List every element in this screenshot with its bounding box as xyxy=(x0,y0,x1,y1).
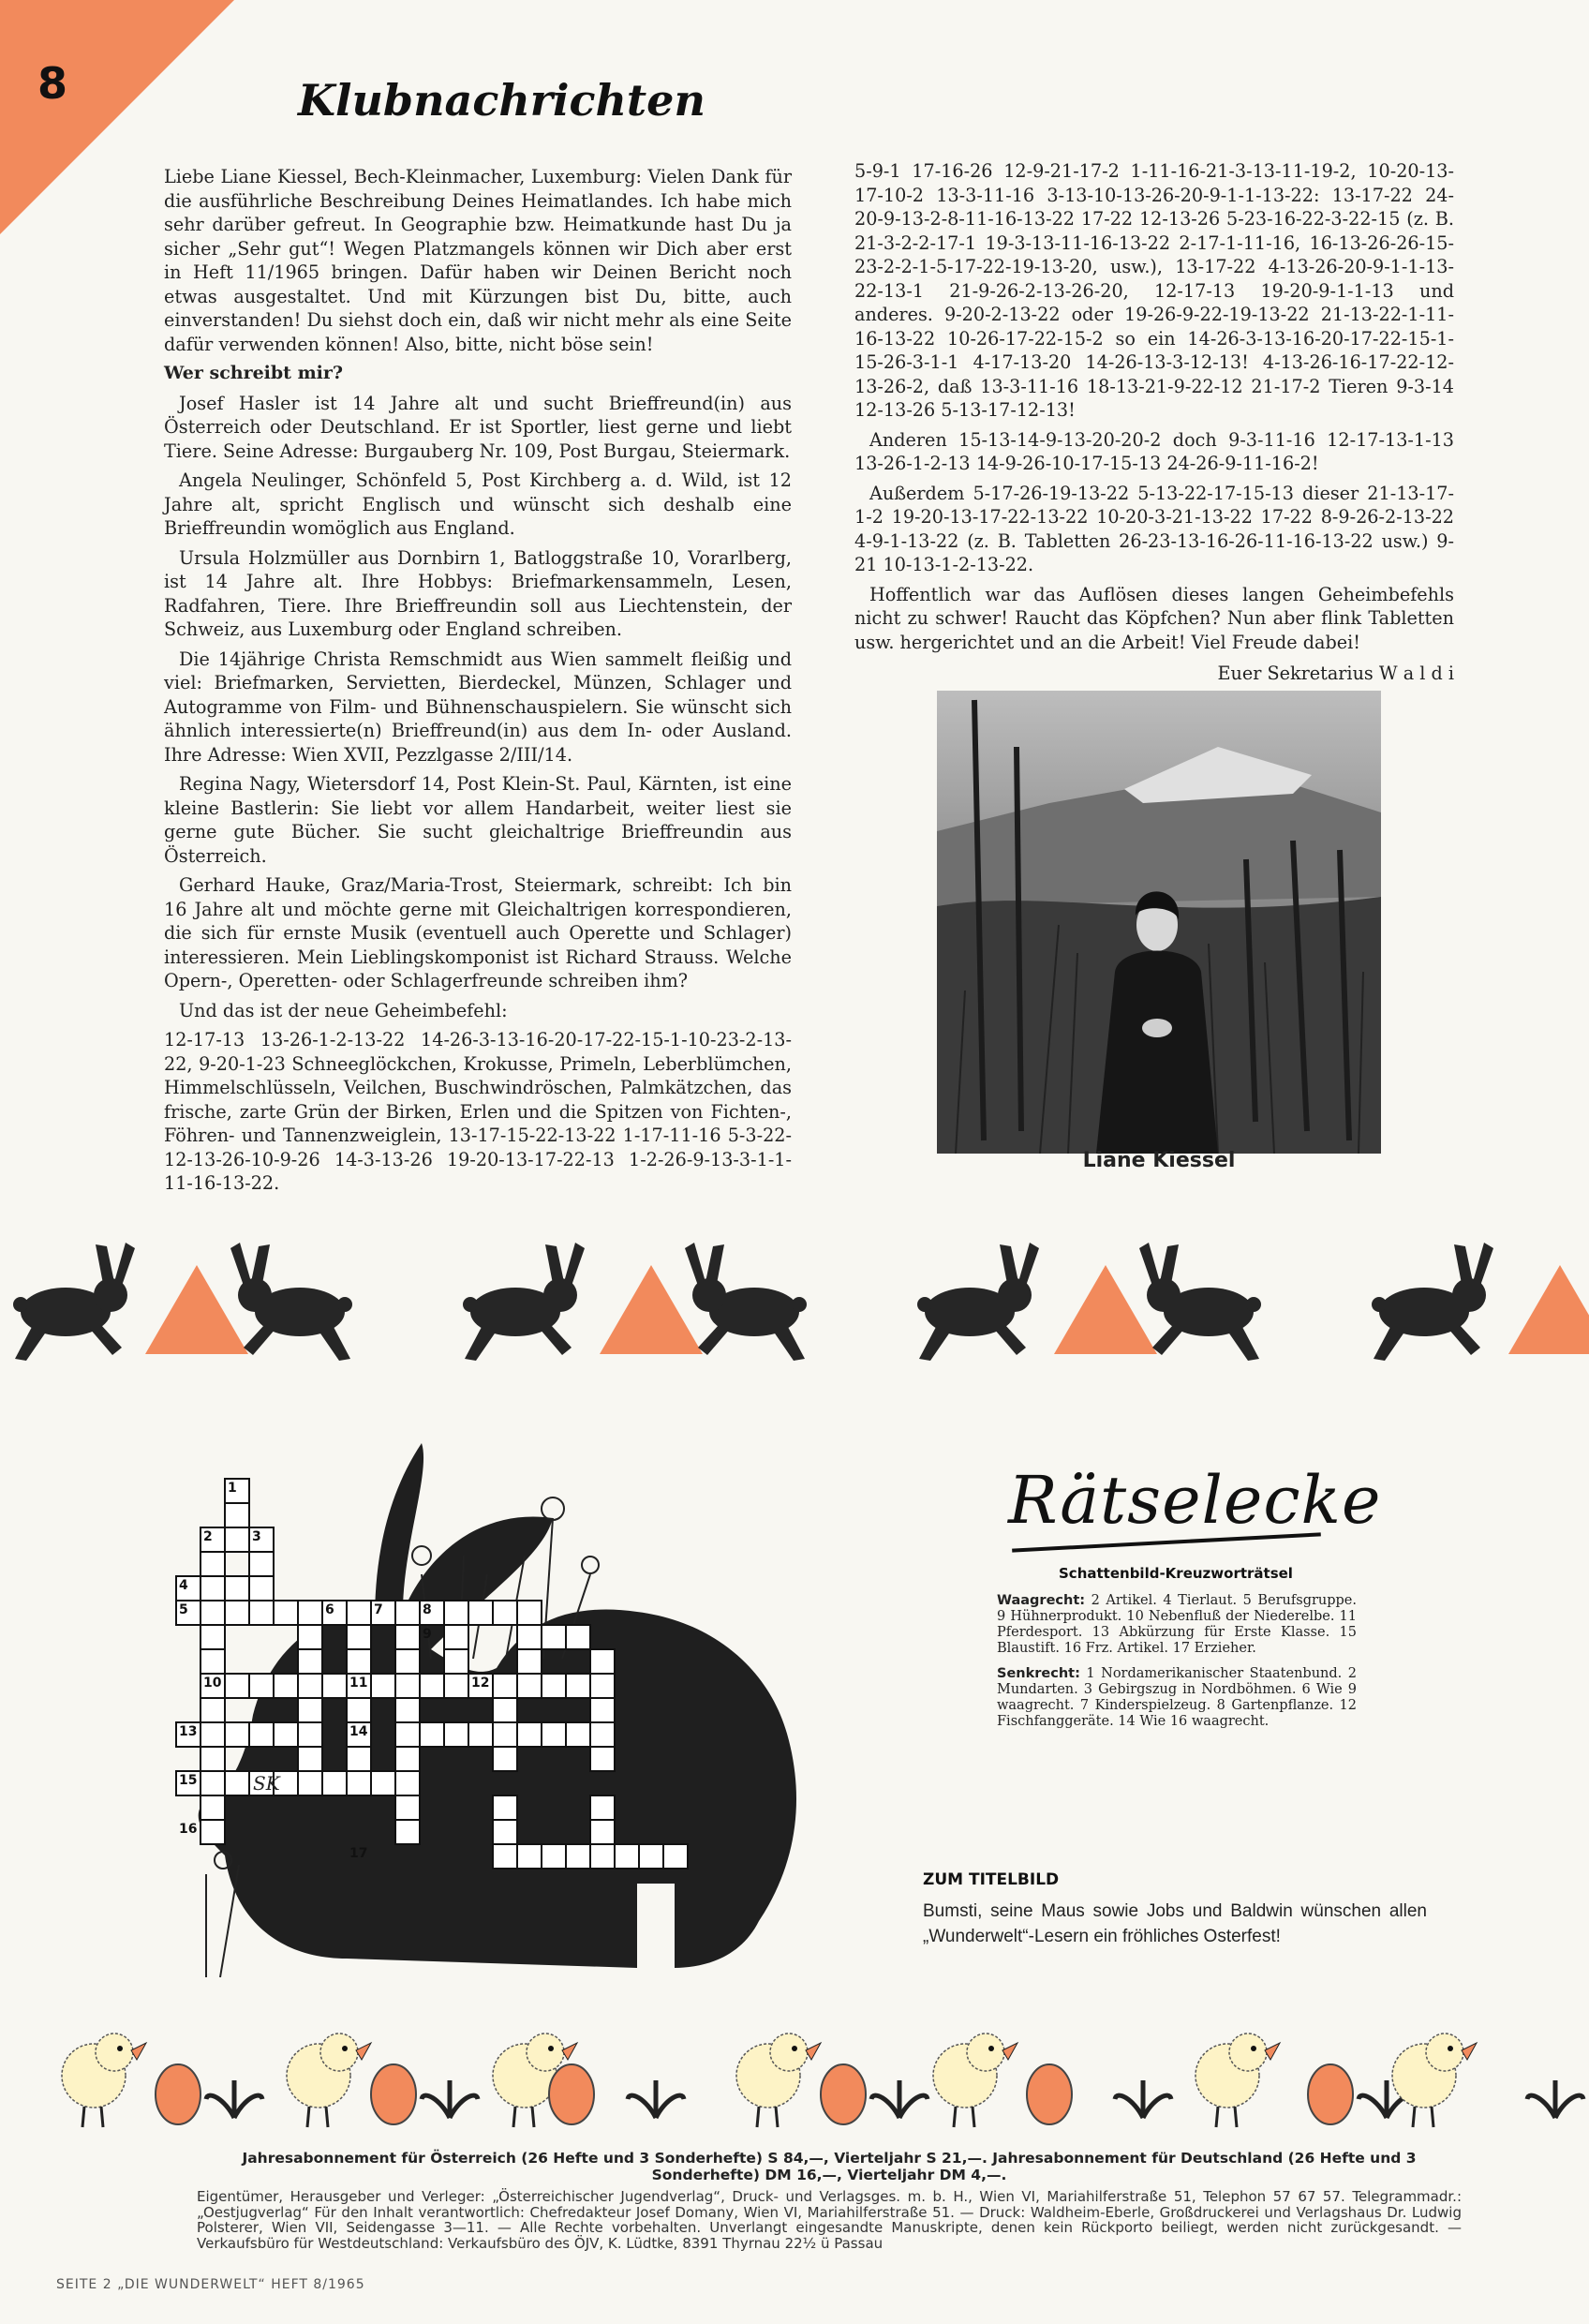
bunny-pair-4 xyxy=(1372,1243,1589,1361)
chick-group-2 xyxy=(287,2034,478,2127)
easter-bunny-border xyxy=(0,1228,1589,1378)
intro-paragraph: Liebe Liane Kiessel, Bech-Kleinmacher, Luxemburg: Vielen Dank für die ausführliche Beschreibung Deines Heimatlandes. Ich habe mich sehr darüber gefreut. In Geographie bzw. Heimatkunde hast Du ja sicher „Sehr gut“! Wegen Platzmangels können wir Dich aber erst in Heft 11/1965 bringen. Dafür haben wir Deinen Bericht noch etwas ausgestaltet. Und mit Kürzungen bist Du, bitte, auch einverstanden! Du siehst doch ein, daß wir nicht mehr als eine Seite dafür verwenden können! Also, bitte, nicht böse sein! xyxy=(164,166,792,355)
cell-number-11: 11 xyxy=(349,1676,368,1691)
puzzle-corner-title: Rätselecke xyxy=(1008,1462,1382,1539)
clues-down-label: Senkrecht: xyxy=(997,1666,1080,1681)
club-news-right-column xyxy=(854,159,1454,686)
pen-pal-hasler: Josef Hasler ist 14 Jahre alt und sucht Brieffreund(in) aus Österreich oder Deutschland. Er ist Sportler, liest gerne und liebt Tiere. Seine Adresse: Burgauberg Nr. 109, Post Burgau, Steiermark. xyxy=(164,392,792,462)
closing-paragraph: Hoffentlich war das Auflösen dieses langen Geheimbefehls nicht zu schwer! Raucht das Köpfchen? Nun aber flink Tabletten usw. hergerichtet und an die Arbeit! Viel Freude dabei! xyxy=(854,583,1454,653)
chick-group-7 xyxy=(1392,2034,1583,2127)
cell-number-8: 8 xyxy=(423,1602,432,1617)
clues-down xyxy=(997,1666,1357,1730)
cell-number-4: 4 xyxy=(179,1578,188,1593)
bunny-pair-1 xyxy=(13,1243,352,1361)
photo-caption: Liane Kiessel xyxy=(1082,1149,1236,1172)
bunny-pair-3 xyxy=(917,1243,1261,1361)
secret-code-intro: Und das ist der neue Geheimbefehl: xyxy=(179,999,508,1021)
bunny-pair-2 xyxy=(463,1243,807,1361)
chick-group-6 xyxy=(1195,2034,1415,2127)
pen-pal-holzmueller: Ursula Holzmüller aus Dornbirn 1, Batloggstraße 10, Vorarlberg, ist 14 Jahre alt. Ihre Hobbys: Briefmarkensammeln, Lesen, Radfahren, Tiere. Ihre Brieffreundin soll aus Liechtenstein, der Schweiz, aus Luxemburg oder England schreiben. xyxy=(164,546,792,640)
club-news-title: Klubnachrichten xyxy=(298,75,705,126)
page-number: 8 xyxy=(37,58,68,109)
cell-number-1: 1 xyxy=(228,1481,237,1496)
pen-pal-neulinger: Angela Neulinger, Schönfeld 5, Post Kirchberg a. d. Wild, ist 12 Jahre alt, spricht Englisch und wünscht sich deshalb eine Brieffreundin womöglich aus England. xyxy=(164,469,792,539)
cover-note-heading: ZUM TITELBILD xyxy=(923,1870,1060,1889)
section-heading: Wer schreibt mir? xyxy=(164,363,344,383)
signature: Euer Sekretarius W a l d i xyxy=(1217,663,1454,684)
secret-code-part-1: 5-9-1 17-16-26 12-9-21-17-2 1-11-16-21-3-13-11-19-2, 10-20-13-17-10-2 13-3-11-16 3-13-10-13-26-20-9-1-1-13-22: 13-17-22 24-20-9-13-2-8-11-16-13-22 17-22 12-13-26 5-23-16-22-3-22-15 (z. B. 21-3-2-2-17-1 19-3-13-11-16-13-22 2-17-1-11-16, 16-13-26-26-15-23-2-2-1-5-17-22-19-13-20, usw.), 13-17-22 4-13-26-20-9-1-1-13-22-13-1 21-9-26-2-13-26-20, 12-17-13 19-20-9-1-1-13 und anderes. 9-20-2-13-22 oder 19-26-9-22-19-13-22 21-13-22-1-11-16-13-22 10-26-17-22-15-2 so ein 14-26-3-13-16-20-17-22-15-1-15-26-3-1-1 4-17-13-20 14-26-13-3-12-13! 4-13-26-16-17-22-12-13-26-2, daß 13-3-11-16 18-13-21-9-22-12 21-17-2 Tieren 9-3-14 12-13-26 5-13-17-12-13! xyxy=(854,160,1454,421)
cell-number-5: 5 xyxy=(179,1602,188,1617)
club-news-left-column xyxy=(164,165,792,1201)
chick-group-1 xyxy=(62,2034,262,2127)
cell-number-6: 6 xyxy=(325,1602,334,1617)
pen-pal-remschmidt: Die 14jährige Christa Remschmidt aus Wien sammelt fleißig und viel: Briefmarken, Servietten, Bierdeckel, Münzen, Schlager und Autogramme von Film- und Bühnenschauspielern. Sie wünscht sich ähnlich interessierte(n) Brieffreund(in) aus dem In- oder Ausland. Ihre Adresse: Wien XVII, Pezzlgasse 2/III/14. xyxy=(164,648,792,766)
cell-number-14: 14 xyxy=(349,1724,368,1739)
cell-number-2: 2 xyxy=(203,1529,213,1544)
cell-number-9: 9 xyxy=(423,1627,432,1642)
shadow-crossword-puzzle xyxy=(150,1434,824,1996)
photo-liane-kiessel xyxy=(937,691,1381,1154)
cell-number-17: 17 xyxy=(349,1846,368,1861)
cell-number-7: 7 xyxy=(374,1602,383,1617)
clues-down-text: 1 Nordamerikanischer Staatenbund. 2 Mundarten. 3 Gebirgszug in Nordböhmen. 6 Wie 9 waagrecht. 7 Kinderspielzeug. 8 Gartenpflanze. 12 Fischfanggeräte. 14 Wie 16 waagrecht. xyxy=(997,1666,1358,1729)
clues-across-text: 2 Artikel. 4 Tierlaut. 5 Berufsgruppe. 9 Hühnerprodukt. 10 Nebenfluß der Niederelbe. 11 Pferdesport. 13 Abkürzung für Erste Klasse. 15 Blaustift. 16 Frz. Artikel. 17 Erzieher. xyxy=(997,1593,1357,1656)
puzzle-name: Schattenbild-Kreuzworträtsel xyxy=(1059,1565,1293,1582)
crossword-clues xyxy=(997,1593,1357,1739)
easter-chick-border xyxy=(0,2005,1589,2146)
chick-group-4 xyxy=(736,2034,928,2127)
secret-code-text: 12-17-13 13-26-1-2-13-22 14-26-3-13-16-20-17-22-15-1-10-23-2-13-22, 9-20-1-23 Schneeglöckchen, Krokusse, Primeln, Leberblümchen, Himmelschlüsseln, Veilchen, Buschwindröschen, Palmkätzchen, das frische, zarte Grün der Birken, Erlen und die Spitzen von Fichten-, Föhren- und Tannenzweiglein, 13-17-15-22-13-22 1-17-11-16 5-3-22-12-13-26-10-9-26 14-3-13-26 19-20-13-17-22-13 1-2-26-9-13-3-1-1-11-16-13-22. xyxy=(164,1029,792,1194)
publisher-imprint: Eigentümer, Herausgeber und Verleger: „Österreichischer Jugendverlag“, Druck- und Verlagsges. m. b. H., Wien VI, Mariahilferstraße 51, Telephon 57 67 57. Telegrammadr.: „Oestjugverlag“ Für den Inhalt verantwortlich: Chefredakteur Josef Domany, Wien VI, Mariahilferstraße 51. — Druck: Waldheim-Eberle, Großdruckerei und Verlagshaus Dr. Ludwig Polsterer, Wien VII, Seidengasse 3—11. — Alle Rechte vorbehalten. Unverlangt eingesandte Manuskripte, denen kein Rückporto beiliegt, werden nicht zurückgesandt. — Verkaufsbüro für Westdeutschland: Verkaufsbüro des ÖJV, K. Lüdtke, 8391 Thyrnau 22½ ü Passau xyxy=(197,2188,1462,2252)
pen-pal-hauke: Gerhard Hauke, Graz/Maria-Trost, Steiermark, schreibt: Ich bin 16 Jahre alt und möchte gerne mit Gleichaltrigen korrespondieren, die sich für ernste Musik (eventuell auch Operette und Schlager) interessieren. Mein Lieblingskomponist ist Richard Strauss. Welche Opern-, Operetten- oder Schlagerfreunde schreiben ihm? xyxy=(164,874,792,991)
cell-number-10: 10 xyxy=(203,1676,222,1691)
subscription-info: Jahresabonnement für Österreich (26 Hefte und 3 Sonderhefte) S 84,—, Vierteljahr S 21,—. Jahresabonnement für Deutschland (26 Hefte und 3 Sonderhefte) DM 16,—, Vierteljahr DM 4,—. xyxy=(242,2150,1417,2183)
pen-pal-nagy: Regina Nagy, Wietersdorf 14, Post Klein-St. Paul, Kärnten, ist eine kleine Bastlerin: Sie liebt vor allem Handarbeit, weiter liest sie gerne gute Bücher. Sie sucht gleichaltrige Brieffreundin aus Österreich. xyxy=(164,773,792,867)
photo-image xyxy=(937,691,1381,1154)
secret-code-part-2: Anderen 15-13-14-9-13-20-20-2 doch 9-3-11-16 12-17-13-1-13 13-26-1-2-13 14-9-26-10-17-15-13 24-26-9-11-16-2! xyxy=(854,428,1454,474)
cell-number-15: 15 xyxy=(179,1773,198,1788)
clues-across xyxy=(997,1593,1357,1657)
cell-number-13: 13 xyxy=(179,1724,198,1739)
chick-group-3 xyxy=(493,2034,684,2127)
chick-group-5 xyxy=(933,2034,1171,2127)
cell-number-3: 3 xyxy=(252,1529,261,1544)
secret-code-part-3: Außerdem 5-17-26-19-13-22 5-13-22-17-15-13 dieser 21-13-17-1-2 19-20-13-17-22-13-22 10-20-3-21-13-22 17-22 8-9-26-2-13-22 4-9-1-13-22 (z. B. Tabletten 26-23-13-16-26-11-16-13-22 usw.) 9-21 10-13-1-2-13-22. xyxy=(854,482,1454,575)
clues-across-label: Waagrecht: xyxy=(997,1593,1086,1608)
cover-note-text: Bumsti, seine Maus sowie Jobs und Baldwin wünschen allen „Wunderwelt“-Lesern ein fröhliches Osterfest! xyxy=(923,1901,1427,1946)
artist-mark: SK xyxy=(253,1772,280,1795)
page-footer: SEITE 2 „DIE WUNDERWELT“ HEFT 8/1965 xyxy=(56,2277,365,2292)
cell-number-16: 16 xyxy=(179,1822,198,1837)
cell-number-12: 12 xyxy=(471,1676,490,1691)
